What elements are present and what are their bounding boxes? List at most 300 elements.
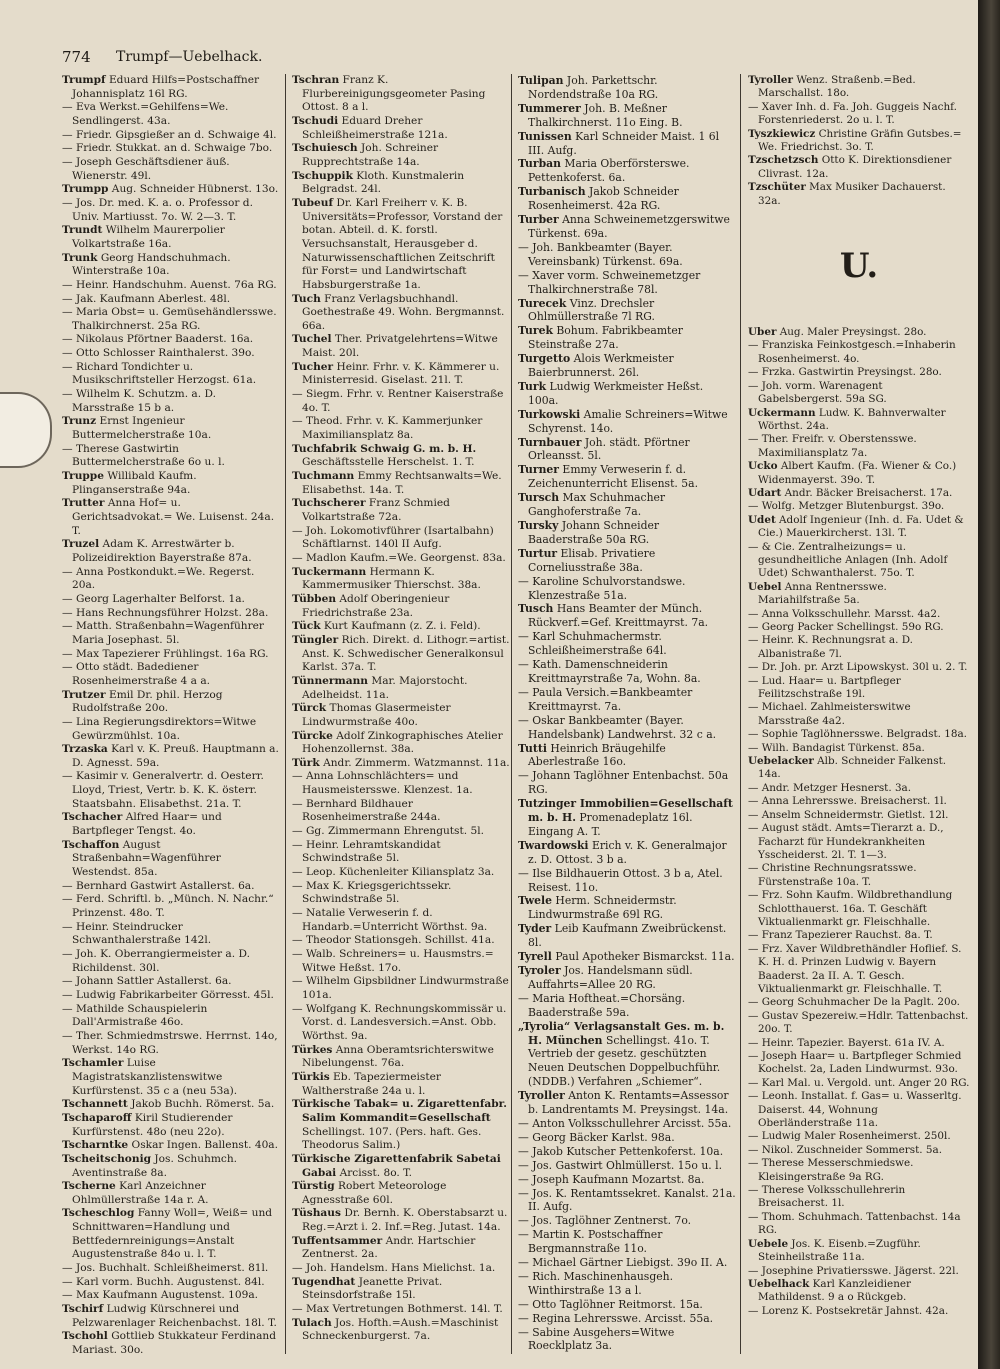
directory-entry bbox=[292, 975, 510, 1002]
entry-surname: Tscheschlog bbox=[62, 1207, 135, 1220]
entry-surname: Trunk bbox=[62, 251, 98, 264]
directory-entry bbox=[62, 197, 280, 224]
entry-details: — Karoline Schulvorstandswe. Klenzestraße 51a. bbox=[518, 574, 686, 602]
entry-surname: Turtur bbox=[518, 546, 558, 560]
directory-entry bbox=[292, 470, 510, 497]
entry-details: — Xaver Inh. d. Fa. Joh. Guggeis Nachf. Forstenriederst. 2o u. l. T. bbox=[748, 100, 957, 127]
entry-details: — Joh. vorm. Warenagent Gabelsbergerst. 59a SG. bbox=[748, 379, 887, 406]
directory-entry bbox=[518, 547, 736, 575]
directory-entry bbox=[748, 500, 970, 513]
entry-details: Robert Meteorologe Agnesstraße 60l. bbox=[302, 1180, 447, 1206]
entry-details: — Maria Obst= u. Gemüsehändlersswe. Thalkirchnerst. 25a RG. bbox=[62, 306, 277, 332]
entry-surname: Uber bbox=[748, 326, 777, 339]
entry-details: Paul Apotheker Bismarckst. 11a. bbox=[551, 950, 735, 964]
entry-surname: Tünnermann bbox=[292, 674, 368, 687]
entry-details: — Wilh. Bandagist Türkenst. 85a. bbox=[748, 741, 925, 754]
entry-details: — Joh. K. Oberrangiermeister a. D. Richildenst. 30l. bbox=[62, 948, 250, 974]
directory-entry bbox=[748, 433, 970, 460]
directory-entry bbox=[62, 880, 280, 894]
entry-details: — Max Vertretungen Bothmerst. 14l. T. bbox=[292, 1303, 503, 1316]
directory-entry bbox=[518, 269, 736, 297]
entry-surname: Tuffentsammer bbox=[292, 1234, 383, 1247]
directory-entry bbox=[518, 686, 736, 714]
entry-surname: Turek bbox=[518, 324, 553, 338]
entry-surname: Tschannett bbox=[62, 1098, 128, 1111]
entry-details: — Wilhelm Gipsbildner Lindwurmstraße 101a. bbox=[292, 975, 509, 1001]
directory-entry bbox=[748, 1144, 970, 1157]
directory-entry bbox=[292, 566, 510, 593]
entry-details: Max Musiker Dachauerst. 32a. bbox=[758, 181, 946, 207]
entry-surname: Tschaffon bbox=[62, 838, 120, 851]
entry-details: Hans Beamter der Münch. Rückverf.=Gef. Kreittmayrst. 7a. bbox=[528, 602, 709, 630]
entry-surname: Tuchscherer bbox=[292, 497, 366, 510]
entry-details: Leib Kaufmann Zweibrückenst. 8l. bbox=[528, 922, 727, 950]
entry-details: Jakob Schneider Rosenheimerst. 42a RG. bbox=[528, 185, 679, 213]
entry-surname: Tyroller bbox=[748, 74, 794, 86]
directory-entry bbox=[748, 1211, 970, 1238]
directory-entry bbox=[518, 213, 736, 241]
directory-entry bbox=[62, 252, 280, 279]
page-number: 774 bbox=[62, 48, 91, 66]
directory-entry bbox=[292, 620, 510, 634]
directory-entry bbox=[748, 996, 970, 1009]
directory-entry bbox=[292, 1071, 510, 1098]
directory-entry bbox=[748, 943, 970, 997]
entry-details: — Therese Gastwirtin Buttermelcherstraße 6o u. l. bbox=[62, 442, 225, 469]
page-header bbox=[60, 46, 960, 70]
entry-details: Andr. Hartschier Zentnerst. 2a. bbox=[302, 1234, 476, 1261]
entry-details: — Kasimir v. Generalvertr. d. Oesterr. Lloyd, Triest, Vertr. b. K. K. österr. Staatsbahn. Elisabethst. 21a. T. bbox=[62, 770, 264, 810]
directory-entry bbox=[292, 770, 510, 797]
entry-details: — Otto städt. Badediener Rosenheimerstraße 4 a a. bbox=[62, 661, 211, 687]
entry-details: — Lina Regierungsdirektors=Witwe Gewürzmühlst. 10a. bbox=[62, 715, 257, 742]
entry-details: — Johann Taglöhner Entenbachst. 50a RG. bbox=[518, 769, 729, 797]
entry-details: Thomas Glasermeister Lindwurmstraße 40o. bbox=[302, 702, 451, 728]
entry-surname: Tutzinger Immobilien=Gesellschaft m. b. H. bbox=[518, 797, 733, 825]
entry-details: — Josephine Privatiersswe. Jägerst. 22l. bbox=[748, 1264, 959, 1277]
entry-surname: Tucher bbox=[292, 360, 334, 373]
directory-entry bbox=[292, 142, 510, 169]
entry-details: — Wolfg. Metzger Blutenburgst. 39o. bbox=[748, 500, 945, 513]
directory-entry bbox=[748, 339, 970, 366]
entry-surname: Tschudi bbox=[292, 114, 339, 127]
directory-entry bbox=[748, 366, 970, 379]
entry-surname: Türkische Zigarettenfabrik Sabetai Gabai bbox=[292, 1152, 501, 1179]
directory-entry bbox=[292, 1153, 510, 1180]
directory-entry bbox=[292, 948, 510, 975]
entry-details: — Leonh. Installat. f. Gas= u. Wasserltg. Daiserst. 44, Wohnung Oberländerstraße 11a. bbox=[748, 1090, 962, 1130]
directory-entry bbox=[748, 1090, 970, 1130]
running-head: Trumpf—Uebelhack. bbox=[116, 49, 263, 65]
directory-entry bbox=[748, 74, 970, 101]
entry-details: — Karl vorm. Buchh. Augustenst. 84l. bbox=[62, 1275, 265, 1288]
directory-entry bbox=[62, 1153, 280, 1180]
directory-entry bbox=[518, 380, 736, 408]
directory-entry bbox=[518, 992, 736, 1020]
entry-surname: Tübben bbox=[292, 592, 337, 605]
directory-entry bbox=[292, 1098, 510, 1153]
directory-entry bbox=[292, 552, 510, 566]
entry-details: — Friedr. Gipsgießer an d. Schwaige 4l. bbox=[62, 128, 277, 141]
directory-entry bbox=[292, 293, 510, 334]
directory-entry bbox=[292, 934, 510, 948]
directory-entry bbox=[518, 74, 736, 102]
directory-entry bbox=[748, 181, 970, 208]
entry-details: Ernst Ingenieur Buttermelcherstraße 10a. bbox=[72, 415, 212, 442]
entry-surname: Tzschetzsch bbox=[748, 154, 819, 167]
entry-details: — Georg Lagerhalter Belforst. 1a. bbox=[62, 592, 245, 605]
directory-entry bbox=[518, 157, 736, 185]
entry-surname: Tuch bbox=[292, 292, 321, 305]
entry-details: Franz Verlagsbuchhandl. Goethestraße 49. Wohn. Bergmannst. 66a. bbox=[302, 292, 505, 332]
entry-surname: Tyroller bbox=[518, 1089, 565, 1103]
entry-details: Joh. Schreiner Rupprechtstraße 14a. bbox=[302, 142, 439, 168]
directory-entry bbox=[62, 1207, 280, 1262]
entry-details: — Ludwig Fabrikarbeiter Görresst. 45l. bbox=[62, 988, 274, 1001]
directory-entry bbox=[292, 839, 510, 866]
entry-details: — Therese Messerschmiedswe. Kleisingerstraße 9a RG. bbox=[748, 1157, 914, 1183]
entry-details: — Dr. Joh. pr. Arzt Lipowskyst. 30l u. 2. T. bbox=[748, 661, 968, 674]
entry-surname: Tummerer bbox=[518, 101, 581, 115]
entry-details: Jos. Hofth.=Aush.=Maschinist Schneckenburgerst. 7a. bbox=[302, 1316, 499, 1343]
entry-details: Karl v. K. Preuß. Hauptmann a. D. Agnesst. 59a. bbox=[72, 743, 279, 769]
entry-details: — Thom. Schuhmach. Tattenbachst. 14a RG. bbox=[748, 1210, 961, 1237]
directory-entry bbox=[62, 989, 280, 1003]
directory-entry bbox=[748, 675, 970, 702]
entry-details: — Therese Volksschullehrerin Breisacherst. 1l. bbox=[748, 1184, 906, 1210]
directory-entry bbox=[292, 443, 510, 470]
directory-entry bbox=[518, 1089, 736, 1117]
entry-details: Alfred Haar= und Bartpfleger Tengst. 4o. bbox=[72, 811, 222, 838]
entry-details: — Joh. Handelsm. Hans Mielichst. 1a. bbox=[292, 1262, 496, 1275]
directory-entry bbox=[292, 388, 510, 415]
directory-entry bbox=[748, 822, 970, 862]
entry-surname: Tutti bbox=[518, 741, 547, 755]
directory-entry bbox=[518, 1214, 736, 1228]
column-1 bbox=[62, 74, 280, 1358]
directory-entry bbox=[518, 742, 736, 770]
directory-entry bbox=[518, 658, 736, 686]
entry-details: — Gg. Zimmermann Ehrengutst. 5l. bbox=[292, 825, 484, 838]
directory-entry bbox=[292, 1044, 510, 1071]
entry-details: — Max K. Kriegsgerichtssekr. Schwindstraße 5l. bbox=[292, 879, 452, 906]
directory-entry bbox=[748, 514, 970, 541]
entry-details: Maria Oberförsterswe. Pettenkoferst. 6a. bbox=[528, 157, 690, 185]
directory-entry bbox=[518, 630, 736, 658]
entry-details: — Jos. Taglöhner Zentnerst. 7o. bbox=[518, 1214, 692, 1228]
entry-details: Dr. Bernh. K. Oberstabsarzt u. Reg.=Arzt i. 2. Inf.=Reg. Jutast. 14a. bbox=[302, 1207, 508, 1234]
entry-details: — Karl Mal. u. Vergold. unt. Anger 20 RG. bbox=[748, 1076, 970, 1089]
entry-details: Gottlieb Stukkateur Ferdinand Mariast. 30o. bbox=[72, 1330, 277, 1357]
directory-entry bbox=[292, 1262, 510, 1276]
entry-details: — Richard Tondichter u. Musikschriftsteller Herzogst. 61a. bbox=[62, 360, 257, 387]
entry-details: — Mathilde Schauspielerin Dall'Armistraße 46o. bbox=[62, 1002, 208, 1029]
entry-surname: Twele bbox=[518, 894, 552, 908]
entry-details: — Lorenz K. Postsekretär Jahnst. 42a. bbox=[748, 1304, 949, 1317]
directory-entry bbox=[292, 74, 510, 115]
directory-entry bbox=[62, 1303, 280, 1330]
entry-details: — Georg Packer Schellingst. 59o RG. bbox=[748, 621, 944, 633]
entry-details: — Otto Taglöhner Reitmorst. 15a. bbox=[518, 1297, 703, 1311]
directory-entry bbox=[748, 795, 970, 808]
entry-surname: Tscharntke bbox=[62, 1139, 129, 1152]
column-rule bbox=[511, 74, 512, 1354]
entry-details: Otto K. Direktionsdiener Clivrast. 12a. bbox=[758, 154, 952, 180]
directory-entry bbox=[292, 866, 510, 880]
directory-entry bbox=[748, 154, 970, 181]
directory-entry bbox=[62, 183, 280, 197]
directory-entry bbox=[518, 519, 736, 547]
entry-details: — & Cie. Zentralheizungs= u. gesundheitliche Anlagen (Inh. Adolf Udet) Schwanthalerst. 75o. T. bbox=[748, 540, 948, 580]
directory-entry bbox=[518, 714, 736, 742]
directory-entry bbox=[62, 101, 280, 128]
entry-details: August Straßenbahn=Wagenführer Westendst. 85a. bbox=[72, 838, 221, 879]
directory-entry bbox=[292, 1003, 510, 1044]
entry-details: Eduard Hilfs=Postschaffner Johannisplatz 16l RG. bbox=[72, 74, 260, 100]
entry-details: — Siegm. Frhr. v. Rentner Kaiserstraße 4o. T. bbox=[292, 388, 504, 414]
entry-surname: Turner bbox=[518, 463, 559, 477]
directory-entry bbox=[518, 1020, 736, 1090]
directory-entry bbox=[62, 839, 280, 880]
directory-entry bbox=[62, 129, 280, 143]
directory-entry bbox=[748, 608, 970, 621]
entry-details: Geschäftsstelle Herschelst. 1. T. bbox=[302, 456, 475, 469]
directory-entry bbox=[62, 333, 280, 347]
entry-surname: Turecek bbox=[518, 296, 567, 310]
entry-details: Adolf Ingenieur (Inh. d. Fa. Udet & Cie.) Mauerkircherst. 13l. T. bbox=[758, 513, 964, 540]
entry-details: Georg Handschuhmach. Winterstraße 10a. bbox=[72, 251, 231, 278]
directory-entry bbox=[62, 1112, 280, 1139]
directory-entry bbox=[748, 101, 970, 128]
entry-surname: Tugendhat bbox=[292, 1275, 356, 1288]
directory-entry bbox=[62, 279, 280, 293]
directory-entry bbox=[62, 648, 280, 662]
entry-details: — August städt. Amts=Tierarzt a. D., Facharzt für Hundekrankheiten Ysscheiderst. 2l. T. 1—3. bbox=[748, 822, 944, 861]
entry-details: — Natalie Verweserin f. d. Handarb.=Unterricht Wörthst. 9a. bbox=[292, 907, 488, 933]
directory-entry bbox=[292, 1207, 510, 1234]
entry-details: Kurt Kaufmann (z. Z. i. Feld). bbox=[320, 620, 481, 633]
directory-entry bbox=[518, 324, 736, 352]
entry-surname: Trundt bbox=[62, 224, 103, 237]
entry-surname: Tscheitschonig bbox=[62, 1152, 152, 1165]
directory-entry bbox=[518, 408, 736, 436]
directory-entry bbox=[748, 1010, 970, 1037]
entry-details: — Jos. Buchhalt. Schleißheimerst. 81l. bbox=[62, 1262, 269, 1275]
directory-entry bbox=[292, 1317, 510, 1344]
entry-details: — Karl Schuhmachermstr. Schleißheimerstraße 64l. bbox=[518, 630, 667, 658]
directory-entry bbox=[518, 1228, 736, 1256]
entry-details: Arcisst. 8o. T. bbox=[336, 1166, 413, 1179]
entry-details: — Johann Sattler Astallerst. 6a. bbox=[62, 975, 232, 988]
entry-details: — Rich. Maschinenhausgeh. Winthirstraße 13 a l. bbox=[518, 1269, 674, 1297]
directory-entry bbox=[62, 1098, 280, 1112]
entry-surname: Türcke bbox=[292, 729, 333, 742]
directory-entry bbox=[292, 415, 510, 442]
entry-details: — Christine Rechnungsratsswe. Fürstenstraße 10a. T. bbox=[748, 862, 917, 888]
entry-details: — Nikolaus Pförtner Baaderst. 16a. bbox=[62, 333, 254, 346]
entry-details: Joh. Parkettschr. Nordendstraße 10a RG. bbox=[528, 74, 659, 101]
entry-surname: Tüshaus bbox=[292, 1207, 341, 1220]
entry-surname: Twardowski bbox=[518, 838, 589, 852]
entry-surname: Tschuppik bbox=[292, 169, 353, 182]
directory-entry bbox=[62, 156, 280, 183]
entry-details: — Joh. Lokomotivführer (Isartalbahn) Schäftlarnst. 140l II Aufg. bbox=[292, 524, 494, 551]
entry-details: Andr. Zimmerm. Watzmannst. 11a. bbox=[319, 756, 510, 769]
directory-entry bbox=[748, 929, 970, 942]
entry-details: Amalie Schreiners=Witwe Schyrenst. 14o. bbox=[528, 407, 728, 435]
entry-details: — Sabine Ausgehers=Witwe Roecklplatz 3a. bbox=[518, 1325, 675, 1353]
entry-details: — Xaver vorm. Schweinemetzger Thalkirchnerstraße 78l. bbox=[518, 268, 701, 296]
entry-surname: Tunissen bbox=[518, 129, 572, 143]
entry-details: — Wilhelm K. Schutzm. a. D. Marsstraße 15 b a. bbox=[62, 388, 216, 414]
directory-entry bbox=[292, 1303, 510, 1317]
directory-entry bbox=[748, 889, 970, 929]
entry-surname: Turban bbox=[518, 157, 561, 171]
directory-entry bbox=[518, 867, 736, 895]
entry-surname: Tyroler bbox=[518, 964, 561, 977]
directory-entry bbox=[292, 170, 510, 197]
directory-entry bbox=[518, 950, 736, 964]
entry-surname: Uckermann bbox=[748, 406, 816, 419]
entry-details: Emmy Rechtsanwalts=We. Elisabethst. 14a. T. bbox=[302, 470, 502, 496]
entry-details: — Max Kaufmann Augustenst. 109a. bbox=[62, 1289, 259, 1302]
entry-details: — Theodor Stationsgeh. Schillst. 41a. bbox=[292, 934, 495, 947]
entry-details: Christine Gräfin Gutsbes.= We. Friedrichst. 3o. T. bbox=[758, 127, 962, 154]
entry-details: — Heinr. Steindrucker Schwanthalerstraße 142l. bbox=[62, 920, 212, 947]
entry-details: Promenadeplatz 16l. Eingang A. T. bbox=[528, 811, 693, 838]
directory-entry bbox=[748, 541, 970, 581]
entry-details: Andr. Bäcker Breisacherst. 17a. bbox=[781, 486, 953, 499]
directory-entry bbox=[62, 893, 280, 920]
entry-details: — Heinr. Lehramtskandidat Schwindstraße 5l. bbox=[292, 838, 441, 865]
directory-entry bbox=[748, 1130, 970, 1143]
entry-details: — Maria Hoftheat.=Chorsäng. Baaderstraße 59a. bbox=[518, 991, 686, 1019]
entry-details: Joh. B. Meßner Thalkirchnerst. 11o Eing. B. bbox=[528, 101, 683, 129]
entry-details: Ther. Privatgelehrtens=Witwe Maist. 20l. bbox=[302, 333, 498, 360]
entry-surname: Türkische Tabak= u. Zigarettenfabr. Salim Kommandit=Gesellschaft bbox=[292, 1098, 507, 1124]
entry-details: — Joseph Haar= u. Bartpfleger Schmied Kochelst. 2a, Laden Lindwurmst. 93o. bbox=[748, 1050, 962, 1076]
directory-entry bbox=[292, 1180, 510, 1207]
directory-entry bbox=[62, 361, 280, 388]
entry-surname: Turbanisch bbox=[518, 185, 586, 199]
directory-entry bbox=[748, 634, 970, 661]
entry-surname: Tyder bbox=[518, 922, 552, 936]
directory-entry bbox=[748, 742, 970, 755]
entry-details: — Anna Lohnschlächters= und Hausmeistersswe. Klenzest. 1a. bbox=[292, 770, 473, 797]
directory-entry bbox=[292, 1276, 510, 1303]
directory-entry bbox=[62, 811, 280, 838]
entry-surname: Uebelhack bbox=[748, 1277, 810, 1290]
entry-details: — Jos. K. Rentamtssekret. Kanalst. 21a. II. Aufg. bbox=[518, 1186, 736, 1214]
directory-entry bbox=[292, 634, 510, 675]
entry-surname: Tursch bbox=[518, 491, 560, 505]
directory-entry bbox=[748, 1184, 970, 1211]
entry-details: Mar. Majorstocht. Adelheidst. 11a. bbox=[302, 674, 468, 701]
directory-entry bbox=[62, 1276, 280, 1290]
entry-surname: Türkis bbox=[292, 1070, 330, 1083]
entry-details: — Franz Tapezierer Rauchst. 8a. T. bbox=[748, 929, 933, 942]
entry-details: — Theod. Frhr. v. K. Kammerjunker Maximiliansplatz 8a. bbox=[292, 415, 483, 442]
entry-details: Emmy Verweserin f. d. Zeichenunterricht Elisenst. 5a. bbox=[528, 463, 699, 491]
entry-details: — Joh. Bankbeamter (Bayer. Vereinsbank) Türkenst. 69a. bbox=[518, 240, 683, 268]
directory-entry bbox=[518, 1298, 736, 1312]
entry-details: — Joseph Kaufmann Mozartst. 8a. bbox=[518, 1172, 705, 1186]
entry-details: Hermann K. Kammermusiker Thierschst. 38a. bbox=[302, 565, 481, 592]
entry-details: Aug. Schneider Hübnerst. 13o. bbox=[108, 183, 279, 196]
entry-details: Rich. Direkt. d. Lithogr.=artist. Anst. K. Schwedischer Generalkonsul Karlst. 37a. T. bbox=[302, 633, 510, 674]
entry-details: Eduard Dreher Schleißheimerstraße 121a. bbox=[302, 114, 448, 141]
entry-surname: Tschohl bbox=[62, 1330, 108, 1343]
directory-entry bbox=[62, 689, 280, 716]
entry-details: — Anna Lehrersswe. Breisacherst. 1l. bbox=[748, 795, 947, 808]
entry-surname: Trzaska bbox=[62, 743, 108, 756]
entry-surname: Udart bbox=[748, 486, 782, 499]
directory-entry bbox=[518, 1159, 736, 1173]
directory-entry bbox=[292, 730, 510, 757]
entry-surname: Tuchel bbox=[292, 333, 332, 346]
directory-entry bbox=[62, 74, 280, 101]
entry-surname: Uebele bbox=[748, 1237, 789, 1250]
entry-surname: Turgetto bbox=[518, 352, 571, 366]
entry-surname: Tursky bbox=[518, 519, 559, 532]
entry-surname: Uebelacker bbox=[748, 755, 814, 768]
entry-details: Jos. K. Eisenb.=Zugführ. Steinheilstraße 11a. bbox=[758, 1237, 921, 1264]
directory-entry bbox=[292, 825, 510, 839]
directory-entry bbox=[62, 443, 280, 470]
entry-details: Franz K. Flurbereinigungsgeometer Pasing Ottost. 8 a l. bbox=[302, 74, 486, 114]
directory-entry bbox=[748, 862, 970, 889]
entry-surname: Tschacher bbox=[62, 811, 123, 824]
entry-details: Schellingst. 41o. T. Vertrieb der gesetz. geschützten Neuen Deutschen Doppelbuchführ. (NDDB.) Verfahren „Schiemer“. bbox=[528, 1033, 721, 1089]
entry-details: Ludwig Kürschnerei und Pelzwarenlager Reichenbachst. 18l. T. bbox=[72, 1303, 277, 1329]
entry-details: — Frz. Sohn Kaufm. Wildbrethandlung Schlotthauerst. 16a. T. Geschäft Viktualienmarkt gr. Fleischhalle. bbox=[748, 889, 953, 928]
directory-entry bbox=[62, 142, 280, 156]
directory-entry bbox=[62, 1289, 280, 1303]
entry-details: Alois Werkmeister Baierbrunnerst. 26l. bbox=[528, 352, 674, 380]
directory-entry bbox=[518, 839, 736, 867]
directory-entry bbox=[518, 1173, 736, 1187]
directory-entry bbox=[748, 1050, 970, 1077]
directory-entry bbox=[62, 948, 280, 975]
entry-surname: Tuckermann bbox=[292, 565, 367, 578]
entry-details: — Michael Gärtner Liebigst. 39o II. A. bbox=[518, 1256, 728, 1270]
entry-details: — Anna Postkondukt.=We. Regerst. 20a. bbox=[62, 565, 255, 592]
entry-details: Wilhelm Maurerpolier Volkartstraße 16a. bbox=[72, 224, 225, 250]
directory-entry bbox=[62, 347, 280, 361]
entry-surname: Türk bbox=[292, 756, 320, 769]
column-3 bbox=[518, 74, 736, 1353]
entry-details: Vinz. Drechsler Ohlmüllerstraße 7l RG. bbox=[528, 296, 655, 324]
directory-entry bbox=[292, 333, 510, 360]
entry-surname: Turkowski bbox=[518, 407, 581, 421]
directory-entry bbox=[748, 1278, 970, 1305]
entry-details: Jos. Handelsmann südl. Auffahrts=Allee 20 RG. bbox=[528, 964, 693, 991]
entry-surname: Trumpp bbox=[62, 183, 109, 196]
entry-details: Jakob Buchh. Römerst. 5a. bbox=[127, 1098, 275, 1111]
entry-details: — Walb. Schreiners= u. Hausmstrs.= Witwe Heßst. 17o. bbox=[292, 948, 494, 974]
entry-details: — Matth. Straßenbahn=Wagenführer Maria Josephast. 5l. bbox=[62, 620, 264, 646]
entry-surname: Türkes bbox=[292, 1043, 333, 1056]
entry-details: — Ther. Freifr. v. Oberstensswe. Maximiliansplatz 7a. bbox=[748, 433, 917, 459]
entry-details: — Oskar Bankbeamter (Bayer. Handelsbank) Landwehrst. 32 c a. bbox=[518, 713, 717, 741]
directory-entry bbox=[518, 894, 736, 922]
entry-details: Eb. Tapeziermeister Waltherstraße 24a u. l. bbox=[302, 1070, 441, 1097]
directory-entry bbox=[62, 770, 280, 811]
directory-entry bbox=[518, 1256, 736, 1270]
entry-details: Kloth. Kunstmalerin Belgradst. 24l. bbox=[302, 169, 465, 196]
directory-entry bbox=[518, 241, 736, 269]
entry-details: — Nikol. Zuschneider Sommerst. 5a. bbox=[748, 1143, 942, 1156]
